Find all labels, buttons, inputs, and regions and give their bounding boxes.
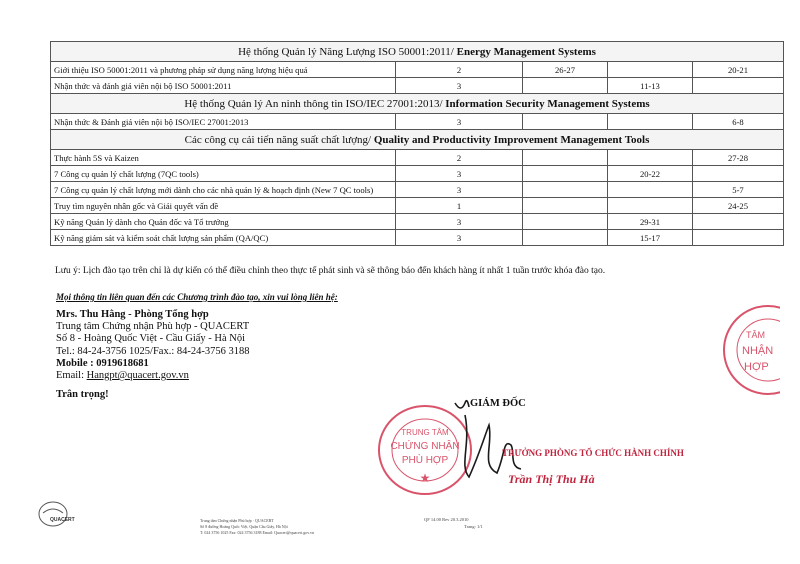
course-date-m2: 20-22 xyxy=(608,166,693,182)
course-name: Giới thiệu ISO 50001:2011 và phương pháp sử dụng năng lượng hiệu quả xyxy=(51,62,396,78)
course-date-m3: 6-8 xyxy=(693,114,784,130)
table-row xyxy=(51,214,784,230)
course-date-m2 xyxy=(608,150,693,166)
director-subtitle: TRƯỞNG PHÒNG TỔ CHỨC HÀNH CHÍNH xyxy=(502,448,684,458)
seal-line1: TRUNG TÂM xyxy=(401,428,449,437)
course-days: 3 xyxy=(396,230,523,246)
course-date-m3: 20-21 xyxy=(693,62,784,78)
course-date-m3: 27-28 xyxy=(693,150,784,166)
contact-address: Số 8 - Hoàng Quốc Việt - Cầu Giấy - Hà Nội xyxy=(56,333,246,345)
course-date-m2: 11-13 xyxy=(608,78,693,94)
seal-star: ★ xyxy=(419,471,431,485)
director-title: GIÁM ĐỐC xyxy=(470,398,526,409)
course-date-m1 xyxy=(523,150,608,166)
course-days: 2 xyxy=(396,62,523,78)
table-row xyxy=(51,182,784,198)
footer-logo-text: QUACERT xyxy=(50,517,75,523)
table-row xyxy=(51,230,784,246)
course-name: 7 Công cụ quản lý chất lượng mới dành cho các nhà quản lý & hoạch định (New 7 QC tools) xyxy=(51,182,396,198)
email-label: Email: xyxy=(56,370,87,382)
table-row xyxy=(51,166,784,182)
course-days: 2 xyxy=(396,150,523,166)
table-row xyxy=(51,62,784,78)
contact-tel: Tel.: 84-24-3756 1025/Fax.: 84-24-3756 3188 xyxy=(56,345,250,357)
course-date-m3 xyxy=(693,230,784,246)
course-date-m1 xyxy=(523,214,608,230)
closing-thanks: Trân trọng! xyxy=(56,389,109,400)
course-date-m1 xyxy=(523,182,608,198)
course-days: 3 xyxy=(396,166,523,182)
seal-line2: CHỨNG NHẬN xyxy=(390,441,460,452)
course-name: Nhận thức & Đánh giá viên nội bộ ISO/IEC 27001:2013 xyxy=(51,114,396,130)
course-date-m3: 24-25 xyxy=(693,198,784,214)
footer-address: Trung tâm Chứng nhận Phù hợp · QUACERT Số 8 đường Hoàng Quốc Việt, Quận Cầu Giấy, Hà Nội T: 024 3756 1025 Fax: 024 3756 3188 Email: Quacert@quacert.gov.vn xyxy=(200,518,314,535)
signer-name: Trần Thị Thu Hà xyxy=(508,472,595,486)
course-name: 7 Công cụ quản lý chất lượng (7QC tools) xyxy=(51,166,396,182)
section-header-security: Hệ thống Quản lý An ninh thông tin ISO/IEC 27001:2013/ Information Security Management Systems xyxy=(51,94,784,114)
course-date-m1 xyxy=(523,114,608,130)
side-seal-line2: NHẬN xyxy=(742,345,774,357)
course-name: Kỹ năng Quản lý dành cho Quản đốc và Tổ trưởng xyxy=(51,214,396,230)
course-date-m1 xyxy=(523,166,608,182)
contact-org: Trung tâm Chứng nhận Phù hợp - QUACERT xyxy=(56,321,250,333)
course-date-m2: 29-31 xyxy=(608,214,693,230)
course-date-m2 xyxy=(608,182,693,198)
contact-block xyxy=(56,309,250,382)
seal-line3: PHÙ HỢP xyxy=(401,455,449,466)
contact-email-line xyxy=(56,370,250,382)
course-date-m2 xyxy=(608,114,693,130)
contact-name: Mrs. Thu Hằng - Phòng Tổng hợp xyxy=(56,309,209,320)
course-date-m3 xyxy=(693,78,784,94)
quacert-logo-icon xyxy=(33,499,73,529)
course-date-m1 xyxy=(523,230,608,246)
table-row xyxy=(51,150,784,166)
course-date-m1 xyxy=(523,198,608,214)
course-days: 3 xyxy=(396,214,523,230)
course-days: 1 xyxy=(396,198,523,214)
course-date-m3 xyxy=(693,166,784,182)
contact-heading: Mọi thông tin liên quan đến các Chương trình đào tạo, xin vui lòng liên hệ: xyxy=(56,292,338,302)
contact-mobile: Mobile : 0919618681 xyxy=(56,357,149,369)
course-date-m2 xyxy=(608,198,693,214)
course-date-m1: 26-27 xyxy=(523,62,608,78)
page-number: Trang: 1/1 xyxy=(464,524,483,529)
training-schedule-table xyxy=(50,41,784,246)
section-header-tools: Các công cụ cải tiến năng suất chất lượng/ Quality and Productivity Improvement Management Tools xyxy=(51,130,784,150)
course-days: 3 xyxy=(396,114,523,130)
course-date-m1 xyxy=(523,78,608,94)
course-date-m2: 15-17 xyxy=(608,230,693,246)
table-row xyxy=(51,78,784,94)
table-row xyxy=(51,114,784,130)
course-date-m3 xyxy=(693,214,784,230)
section-header-energy: Hệ thống Quản lý Năng Lượng ISO 50001:2011/ Energy Management Systems xyxy=(51,42,784,62)
table-row xyxy=(51,198,784,214)
course-days: 3 xyxy=(396,182,523,198)
course-name: Truy tìm nguyên nhân gốc và Giải quyết vấn đề xyxy=(51,198,396,214)
course-name: Kỹ năng giám sát và kiểm soát chất lượng sản phẩm (QA/QC) xyxy=(51,230,396,246)
course-days: 3 xyxy=(396,78,523,94)
schedule-note: Lưu ý: Lịch đào tạo trên chỉ là dự kiến có thể điều chỉnh theo thực tế phát sinh và sẽ thông báo đến khách hàng ít nhất 1 tuần trước khóa đào tạo. xyxy=(55,266,606,276)
course-date-m3: 5-7 xyxy=(693,182,784,198)
email-link[interactable]: Hangpt@quacert.gov.vn xyxy=(86,370,189,382)
side-seal-line3: HỢP xyxy=(744,361,769,373)
side-seal-line1: TÂM xyxy=(746,330,765,340)
course-name: Thực hành 5S và Kaizen xyxy=(51,150,396,166)
footer-form-code: QF 14.00 Rev 20.3.2010 Trang: 1/1 xyxy=(424,517,483,529)
partial-seal xyxy=(720,302,780,398)
course-date-m2 xyxy=(608,62,693,78)
course-name: Nhận thức và đánh giá viên nội bộ ISO 50001:2011 xyxy=(51,78,396,94)
